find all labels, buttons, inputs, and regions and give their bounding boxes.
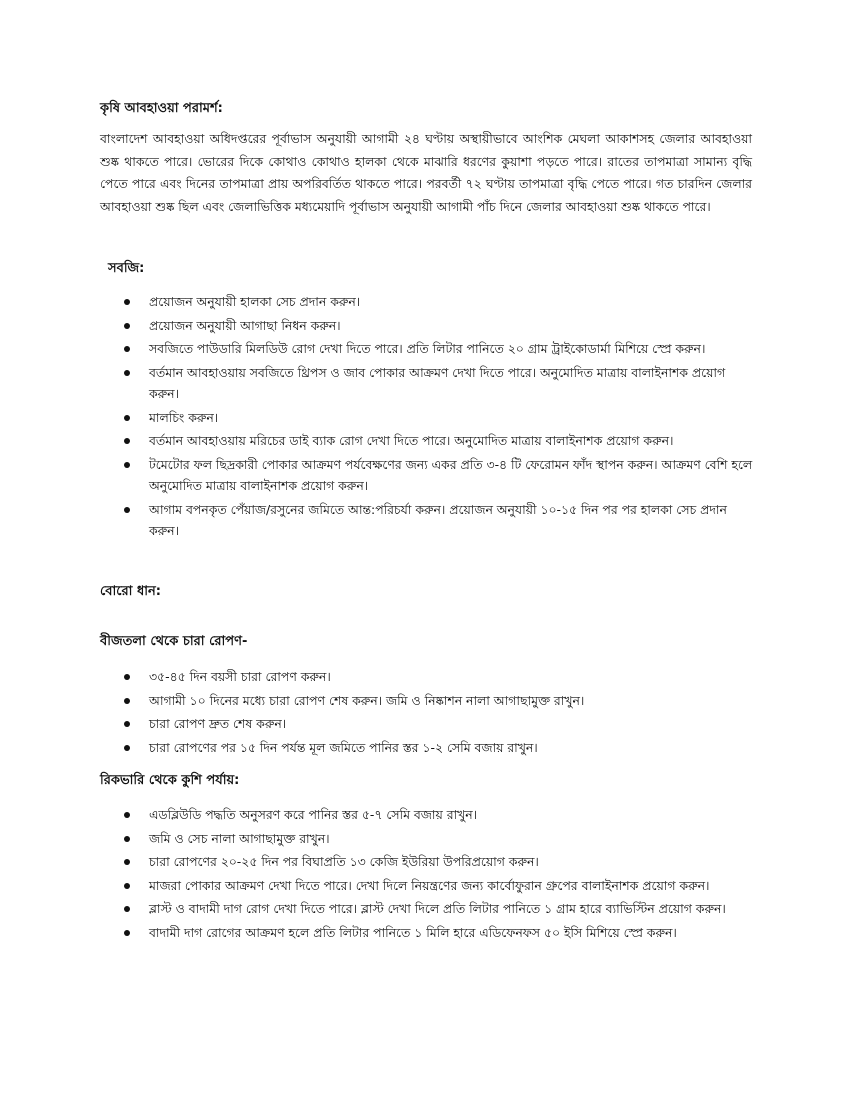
bullet-icon: [124, 370, 130, 376]
list-item: [0, 407, 759, 429]
bullet-icon: [124, 906, 130, 912]
list-item-text: সবজিতে পাউডারি মিলডিউ রোগ দেখা দিতে পারে। প্রতি লিটার পানিতে ২০ গ্রাম ট্রাইকোডার্মা মিশিয়ে স্প্রে করুন।: [149, 341, 706, 356]
list-item: [0, 804, 759, 826]
advisory-heading: কৃষি আবহাওয়া পরামর্শ:: [100, 101, 223, 116]
bullet-icon: [124, 745, 130, 751]
boro-rice-heading: বোরো ধান:: [100, 584, 161, 599]
list-item: [0, 499, 759, 542]
list-item: [0, 828, 759, 850]
bullet-icon: [124, 507, 130, 513]
list-item-text: বর্তমান আবহাওয়ায় মরিচের ডাই ব্যাক রোগ দেখা দিতে পারে। অনুমোদিত মাত্রায় বালাইনাশক প্রয়োগ করুন।: [149, 433, 674, 448]
list-item-text: আগাম বপনকৃত পেঁয়াজ/রসুনের জমিতে আন্ত:পরিচর্যা করুন। প্রয়োজন অনুযায়ী ১০-১৫ দিন পর পর হালকা সেচ প্রদান করুন।: [149, 501, 727, 538]
vegetables-heading: সবজি:: [108, 261, 145, 276]
weather-advisory-paragraph: বাংলাদেশ আবহাওয়া অধিদপ্তরের পূর্বাভাস অনুযায়ী আগামী ২৪ ঘণ্টায় অস্থায়ীভাবে আংশিক মেঘলা আকাশসহ জেলার আবহাওয়া শুষ্ক থাকতে পারে। ভোরের দিকে কোথাও কোথাও হালকা থেকে মাঝারি ধরণের কুয়াশা পড়তে পারে। রাতের তাপমাত্রা সামান্য বৃদ্ধি পেতে পারে এবং দিনের তাপমাত্রা প্রায় অপরিবর্তিত থাকতে পারে। পরবর্তী ৭২ ঘণ্টায় তাপমাত্রা বৃদ্ধি পেতে পারে। গত চারদিন জেলার আবহাওয়া শুষ্ক ছিল এবং জেলাভিত্তিক মধ্যমেয়াদি পূর্বাভাস অনুযায়ী আগামী পাঁচ দিনে জেলার আবহাওয়া শুষ্ক থাকতে পারে।: [100, 131, 752, 214]
vegetables-list: [0, 291, 759, 544]
list-item-text: চারা রোপণের ২০-২৫ দিন পর বিঘাপ্রতি ১৩ কেজি ইউরিয়া উপরিপ্রয়োগ করুন।: [149, 854, 539, 869]
list-item: [0, 362, 759, 405]
bullet-icon: [124, 323, 130, 329]
list-item: [0, 666, 759, 688]
bullet-icon: [124, 415, 130, 421]
list-item-text: আগামী ১০ দিনের মধ্যে চারা রোপণ শেষ করুন। জমি ও নিষ্কাশন নালা আগাছামুক্ত রাখুন।: [149, 692, 585, 708]
bullet-icon: [124, 812, 130, 818]
list-item: [0, 851, 759, 873]
tillering-heading: রিকভারি থেকে কুশি পর্যায়:: [100, 773, 240, 788]
list-item-text: এডব্লিউডি পদ্ধতি অনুসরণ করে পানির স্তর ৫-৭ সেমি বজায় রাখুন।: [149, 807, 478, 822]
list-item-text: ৩৫-৪৫ দিন বয়সী চারা রোপণ করুন।: [149, 669, 331, 684]
bullet-icon: [124, 930, 130, 936]
seedbed-heading: বীজতলা থেকে চারা রোপণ-: [100, 634, 248, 649]
bullet-icon: [124, 883, 130, 889]
list-item-text: মালচিং করুন।: [149, 409, 219, 425]
list-item: [0, 922, 759, 944]
bullet-icon: [124, 462, 130, 468]
list-item-text: মাজরা পোকার আক্রমণ দেখা দিতে পারে। দেখা দিলে নিয়ন্ত্রণের জন্য কার্বোফুরান গ্রুপের বালাইনাশক প্রয়োগ করুন।: [149, 877, 710, 893]
list-item-text: টমেটোর ফল ছিদ্রকারী পোকার আক্রমণ পর্যবেক্ষণের জন্য একর প্রতি ৩-৪ টি ফেরোমন ফাঁদ স্থাপন করুন। আক্রমণ বেশি হলে অনুমোদিত মাত্রায় বালাইনাশক প্রয়োগ করুন।: [149, 456, 753, 493]
list-item: [0, 291, 759, 313]
list-item: [0, 875, 759, 897]
bullet-icon: [124, 721, 130, 727]
list-item-text: ব্লাস্ট ও বাদামী দাগ রোগ দেখা দিতে পারে। ব্লাস্ট দেখা দিলে প্রতি লিটার পানিতে ১ গ্রাম হারে ব্যাভিস্টিন প্রয়োগ করুন।: [149, 901, 726, 916]
bullet-icon: [124, 836, 130, 842]
list-item-text: বর্তমান আবহাওয়ায় সবজিতে থ্রিপস ও জাব পোকার আক্রমণ দেখা দিতে পারে। অনুমোদিত মাত্রায় বালাইনাশক প্রয়োগ করুন।: [149, 364, 726, 401]
bullet-icon: [124, 299, 130, 305]
list-item-text: প্রয়োজন অনুযায়ী হালকা সেচ প্রদান করুন।: [149, 294, 361, 309]
tillering-list: [0, 804, 759, 945]
list-item: [0, 454, 759, 497]
bullet-icon: [124, 438, 130, 444]
list-item: [0, 338, 759, 360]
list-item-text: চারা রোপণের পর ১৫ দিন পর্যন্ত মূল জমিতে পানির স্তর ১-২ সেমি বজায় রাখুন।: [149, 739, 538, 755]
list-item: [0, 690, 759, 712]
list-item: [0, 737, 759, 759]
list-item: [0, 898, 759, 920]
list-item: [0, 713, 759, 735]
seedbed-list: [0, 666, 759, 760]
list-item-text: জমি ও সেচ নালা আগাছামুক্ত রাখুন।: [149, 830, 330, 846]
list-item-text: প্রয়োজন অনুযায়ী আগাছা নিধন করুন।: [149, 317, 341, 333]
bullet-icon: [124, 674, 130, 680]
bullet-icon: [124, 346, 130, 352]
list-item-text: চারা রোপণ দ্রুত শেষ করুন।: [149, 716, 287, 731]
list-item-text: বাদামী দাগ রোগের আক্রমণ হলে প্রতি লিটার পানিতে ১ মিলি হারে এডিফেনফস ৫০ ইসি মিশিয়ে স্প্রে করুন।: [149, 924, 677, 940]
bullet-icon: [124, 698, 130, 704]
list-item: [0, 430, 759, 452]
list-item: [0, 315, 759, 337]
bullet-icon: [124, 859, 130, 865]
